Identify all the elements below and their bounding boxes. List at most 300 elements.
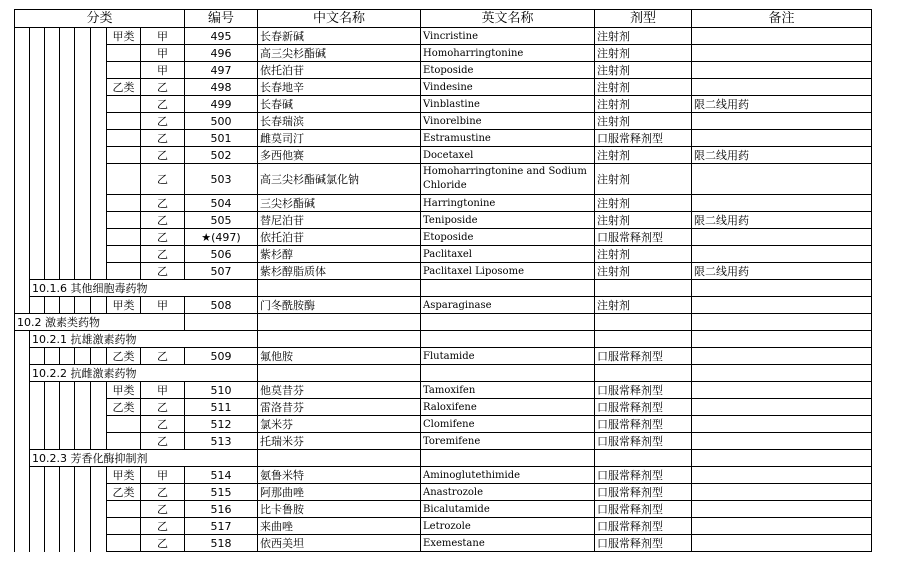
indent-cell [45,535,60,552]
indent-cell [30,212,45,229]
indent-cell [45,147,60,164]
drug-number: 515 [185,484,258,501]
indent-cell [30,195,45,212]
indent-cell [30,28,45,45]
indent-cell [15,229,30,246]
drug-row [15,263,872,280]
indent-cell [30,501,45,518]
indent-cell [91,246,107,263]
drug-grade: 乙 [141,130,185,147]
drug-row [15,79,872,96]
drug-grade: 乙 [141,399,185,416]
drug-cn-name: 阿那曲唑 [258,484,421,501]
drug-remark: 限二线用药 [692,96,872,113]
indent-cell [75,229,91,246]
drug-form: 口服常释剂型 [595,416,692,433]
indent-cell [30,348,45,365]
indent-cell [75,535,91,552]
empty-cell [595,331,692,348]
indent-cell [60,62,75,79]
indent-cell [45,501,60,518]
drug-group [107,45,141,62]
drug-remark [692,79,872,96]
indent-cell [75,164,91,195]
drug-remark [692,399,872,416]
section-row [15,314,872,331]
drug-remark [692,535,872,552]
drug-form: 注射剂 [595,79,692,96]
drug-grade: 乙 [141,147,185,164]
indent-cell [91,212,107,229]
indent-cell [15,518,30,535]
header-remark: 备注 [692,10,872,28]
drug-number: 507 [185,263,258,280]
indent-cell [15,535,30,552]
drug-row [15,501,872,518]
drug-group [107,96,141,113]
drug-form: 注射剂 [595,45,692,62]
indent-cell [15,297,30,314]
indent-cell [30,467,45,484]
indent-cell [45,130,60,147]
indent-cell [45,229,60,246]
indent-cell [60,535,75,552]
drug-cn-name: 紫杉醇 [258,246,421,263]
drug-number: 501 [185,130,258,147]
empty-cell [595,365,692,382]
indent-cell [75,212,91,229]
drug-en-name: Vinblastine [421,96,595,113]
drug-cn-name: 氟他胺 [258,348,421,365]
indent-cell [75,399,91,416]
indent-cell [75,416,91,433]
drug-row [15,399,872,416]
drug-number: ★(497) [185,229,258,246]
empty-cell [692,365,872,382]
drug-cn-name: 高三尖杉酯碱氯化钠 [258,164,421,195]
drug-cn-name: 门冬酰胺酶 [258,297,421,314]
indent-cell [91,229,107,246]
drug-row [15,535,872,552]
drug-cn-name: 三尖杉酯碱 [258,195,421,212]
drug-cn-name: 依西美坦 [258,535,421,552]
indent-cell [91,348,107,365]
drug-grade: 乙 [141,535,185,552]
drug-number: 505 [185,212,258,229]
drug-grade: 乙 [141,212,185,229]
indent-cell [75,518,91,535]
indent-cell [45,212,60,229]
drug-group: 甲类 [107,297,141,314]
drug-cn-name: 雌莫司汀 [258,130,421,147]
indent-cell [30,297,45,314]
drug-grade: 乙 [141,195,185,212]
indent-cell [30,164,45,195]
subsection-title: 10.1.6 其他细胞毒药物 [30,280,258,297]
indent-cell [30,433,45,450]
drug-form: 注射剂 [595,28,692,45]
drug-number: 498 [185,79,258,96]
empty-cell [258,450,421,467]
drug-row [15,297,872,314]
indent-cell [30,113,45,130]
subsection-title: 10.2.3 芳香化酶抑制剂 [30,450,258,467]
indent-cell [15,147,30,164]
drug-number: 506 [185,246,258,263]
drug-remark [692,518,872,535]
drug-number: 509 [185,348,258,365]
indent-cell [15,399,30,416]
drug-number: 503 [185,164,258,195]
drug-row [15,433,872,450]
indent-cell [30,246,45,263]
indent-cell [45,45,60,62]
indent-cell [15,96,30,113]
subsection-title: 10.2.1 抗雄激素药物 [30,331,258,348]
indent-cell [45,195,60,212]
empty-cell [595,280,692,297]
drug-form: 口服常释剂型 [595,518,692,535]
drug-en-name: Paclitaxel [421,246,595,263]
indent-cell [45,113,60,130]
drug-row [15,467,872,484]
indent-cell [30,62,45,79]
indent-cell [91,28,107,45]
indent-cell [45,467,60,484]
indent-cell [60,501,75,518]
drug-form: 口服常释剂型 [595,467,692,484]
indent-cell [60,147,75,164]
header-form: 剂型 [595,10,692,28]
indent-cell [60,229,75,246]
header-row [15,10,872,28]
subsection-title: 10.2.2 抗雌激素药物 [30,365,258,382]
indent-cell [75,96,91,113]
subsection-row [15,331,872,348]
empty-cell [258,314,421,331]
indent-cell [75,433,91,450]
indent-cell [60,416,75,433]
empty-cell [421,331,595,348]
drug-en-name: Bicalutamide [421,501,595,518]
drug-list-table [14,9,872,552]
indent-cell [60,467,75,484]
drug-en-name: Aminoglutethimide [421,467,595,484]
drug-row [15,382,872,399]
drug-grade: 乙 [141,79,185,96]
indent-cell [91,433,107,450]
drug-cn-name: 长春新碱 [258,28,421,45]
drug-en-name: Vindesine [421,79,595,96]
drug-group: 乙类 [107,348,141,365]
drug-form: 口服常释剂型 [595,433,692,450]
drug-en-name: Raloxifene [421,399,595,416]
empty-cell [258,331,421,348]
indent-cell [15,501,30,518]
drug-form: 注射剂 [595,62,692,79]
drug-en-name: Etoposide [421,62,595,79]
drug-group [107,433,141,450]
indent-cell [45,62,60,79]
indent-cell [60,45,75,62]
drug-group [107,518,141,535]
indent-cell [91,130,107,147]
drug-group: 甲类 [107,28,141,45]
indent-cell [91,263,107,280]
indent-cell [60,195,75,212]
drug-number: 495 [185,28,258,45]
indent-cell [91,467,107,484]
drug-remark [692,501,872,518]
drug-row [15,195,872,212]
drug-form: 口服常释剂型 [595,348,692,365]
drug-grade: 乙 [141,518,185,535]
indent-cell [30,484,45,501]
indent-cell [15,45,30,62]
drug-en-name: Exemestane [421,535,595,552]
drug-grade: 甲 [141,382,185,399]
drug-number: 496 [185,45,258,62]
drug-group [107,113,141,130]
header-number: 编号 [185,10,258,28]
drug-grade: 乙 [141,348,185,365]
drug-grade: 乙 [141,96,185,113]
drug-group [107,535,141,552]
indent-cell [91,535,107,552]
indent-cell [75,28,91,45]
drug-remark [692,28,872,45]
indent-cell [15,246,30,263]
indent-cell [91,113,107,130]
drug-number: 499 [185,96,258,113]
drug-row [15,416,872,433]
drug-en-name: Letrozole [421,518,595,535]
indent-cell [75,195,91,212]
empty-cell [595,314,692,331]
drug-grade: 甲 [141,45,185,62]
indent-cell [91,382,107,399]
drug-en-name: Vincristine [421,28,595,45]
drug-number: 500 [185,113,258,130]
indent-cell [60,263,75,280]
drug-number: 514 [185,467,258,484]
drug-group: 甲类 [107,382,141,399]
drug-grade: 甲 [141,62,185,79]
empty-cell [692,314,872,331]
drug-row [15,130,872,147]
indent-cell [91,147,107,164]
drug-number: 511 [185,399,258,416]
indent-cell [15,62,30,79]
indent-cell [60,484,75,501]
drug-row [15,96,872,113]
empty-cell [692,280,872,297]
indent-cell [91,62,107,79]
subsection-row [15,365,872,382]
indent-cell [30,229,45,246]
indent-cell [60,113,75,130]
indent-cell [75,501,91,518]
indent-cell [15,433,30,450]
indent-cell [30,263,45,280]
indent-cell [45,297,60,314]
drug-cn-name: 依托泊苷 [258,229,421,246]
drug-remark [692,467,872,484]
drug-grade: 乙 [141,229,185,246]
drug-en-name: Flutamide [421,348,595,365]
drug-en-name: Homoharringtonine and Sodium Chloride [421,164,595,195]
drug-form: 口服常释剂型 [595,399,692,416]
drug-en-name: Etoposide [421,229,595,246]
empty-cell [421,280,595,297]
indent-cell [15,212,30,229]
drug-row [15,45,872,62]
indent-cell [75,147,91,164]
drug-number: 517 [185,518,258,535]
drug-cn-name: 雷洛昔芬 [258,399,421,416]
header-cn-name: 中文名称 [258,10,421,28]
indent-cell [75,45,91,62]
empty-cell [421,314,595,331]
drug-en-name: Homoharringtonine [421,45,595,62]
indent-cell [45,518,60,535]
empty-cell [421,365,595,382]
indent-cell [45,382,60,399]
indent-cell [75,62,91,79]
indent-cell [60,130,75,147]
drug-row [15,348,872,365]
indent-cell [15,164,30,195]
indent-cell [30,45,45,62]
indent-cell [30,79,45,96]
header-category: 分类 [15,10,185,28]
drug-form: 注射剂 [595,297,692,314]
drug-en-name: Harringtonine [421,195,595,212]
indent-cell [30,535,45,552]
indent-cell [45,246,60,263]
indent-cell [45,416,60,433]
drug-remark [692,484,872,501]
indent-cell [91,501,107,518]
indent-cell [60,164,75,195]
indent-cell [60,348,75,365]
drug-remark [692,297,872,314]
indent-cell [60,399,75,416]
indent-cell [60,433,75,450]
drug-cn-name: 多西他赛 [258,147,421,164]
indent-cell [60,382,75,399]
drug-group: 甲类 [107,467,141,484]
drug-grade: 乙 [141,246,185,263]
drug-en-name: Vinorelbine [421,113,595,130]
drug-group [107,130,141,147]
drug-cn-name: 氯米芬 [258,416,421,433]
drug-group [107,416,141,433]
drug-number: 512 [185,416,258,433]
drug-number: 508 [185,297,258,314]
indent-cell [75,348,91,365]
drug-cn-name: 长春碱 [258,96,421,113]
drug-form: 口服常释剂型 [595,382,692,399]
indent-cell [60,297,75,314]
indent-cell [15,28,30,45]
empty-cell [185,314,258,331]
drug-grade: 乙 [141,433,185,450]
drug-cn-name: 替尼泊苷 [258,212,421,229]
indent-cell [15,280,30,297]
indent-cell [45,433,60,450]
drug-remark [692,62,872,79]
drug-remark [692,229,872,246]
indent-cell [15,263,30,280]
drug-number: 497 [185,62,258,79]
drug-form: 口服常释剂型 [595,535,692,552]
drug-cn-name: 依托泊苷 [258,62,421,79]
drug-en-name: Toremifene [421,433,595,450]
indent-cell [30,416,45,433]
indent-cell [75,263,91,280]
indent-cell [30,382,45,399]
drug-row [15,164,872,195]
indent-cell [15,331,30,348]
drug-remark: 限二线用药 [692,147,872,164]
drug-row [15,62,872,79]
drug-form: 注射剂 [595,147,692,164]
indent-cell [75,79,91,96]
drug-cn-name: 长春地辛 [258,79,421,96]
drug-row [15,212,872,229]
drug-remark [692,195,872,212]
indent-cell [75,113,91,130]
indent-cell [91,195,107,212]
indent-cell [91,399,107,416]
indent-cell [91,484,107,501]
subsection-row [15,280,872,297]
drug-number: 518 [185,535,258,552]
indent-cell [91,416,107,433]
drug-en-name: Estramustine [421,130,595,147]
indent-cell [15,382,30,399]
drug-form: 注射剂 [595,263,692,280]
drug-group [107,62,141,79]
indent-cell [30,96,45,113]
indent-cell [15,450,30,467]
drug-en-name: Asparaginase [421,297,595,314]
drug-group [107,263,141,280]
drug-group [107,501,141,518]
indent-cell [15,416,30,433]
indent-cell [91,96,107,113]
drug-cn-name: 氨鲁米特 [258,467,421,484]
indent-cell [45,164,60,195]
drug-group [107,246,141,263]
drug-remark [692,113,872,130]
indent-cell [75,382,91,399]
drug-cn-name: 高三尖杉酯碱 [258,45,421,62]
drug-form: 注射剂 [595,195,692,212]
drug-form: 口服常释剂型 [595,501,692,518]
drug-row [15,113,872,130]
indent-cell [45,79,60,96]
indent-cell [45,484,60,501]
drug-row [15,147,872,164]
drug-en-name: Tamoxifen [421,382,595,399]
indent-cell [15,365,30,382]
indent-cell [45,263,60,280]
drug-number: 502 [185,147,258,164]
indent-cell [75,246,91,263]
drug-remark [692,246,872,263]
